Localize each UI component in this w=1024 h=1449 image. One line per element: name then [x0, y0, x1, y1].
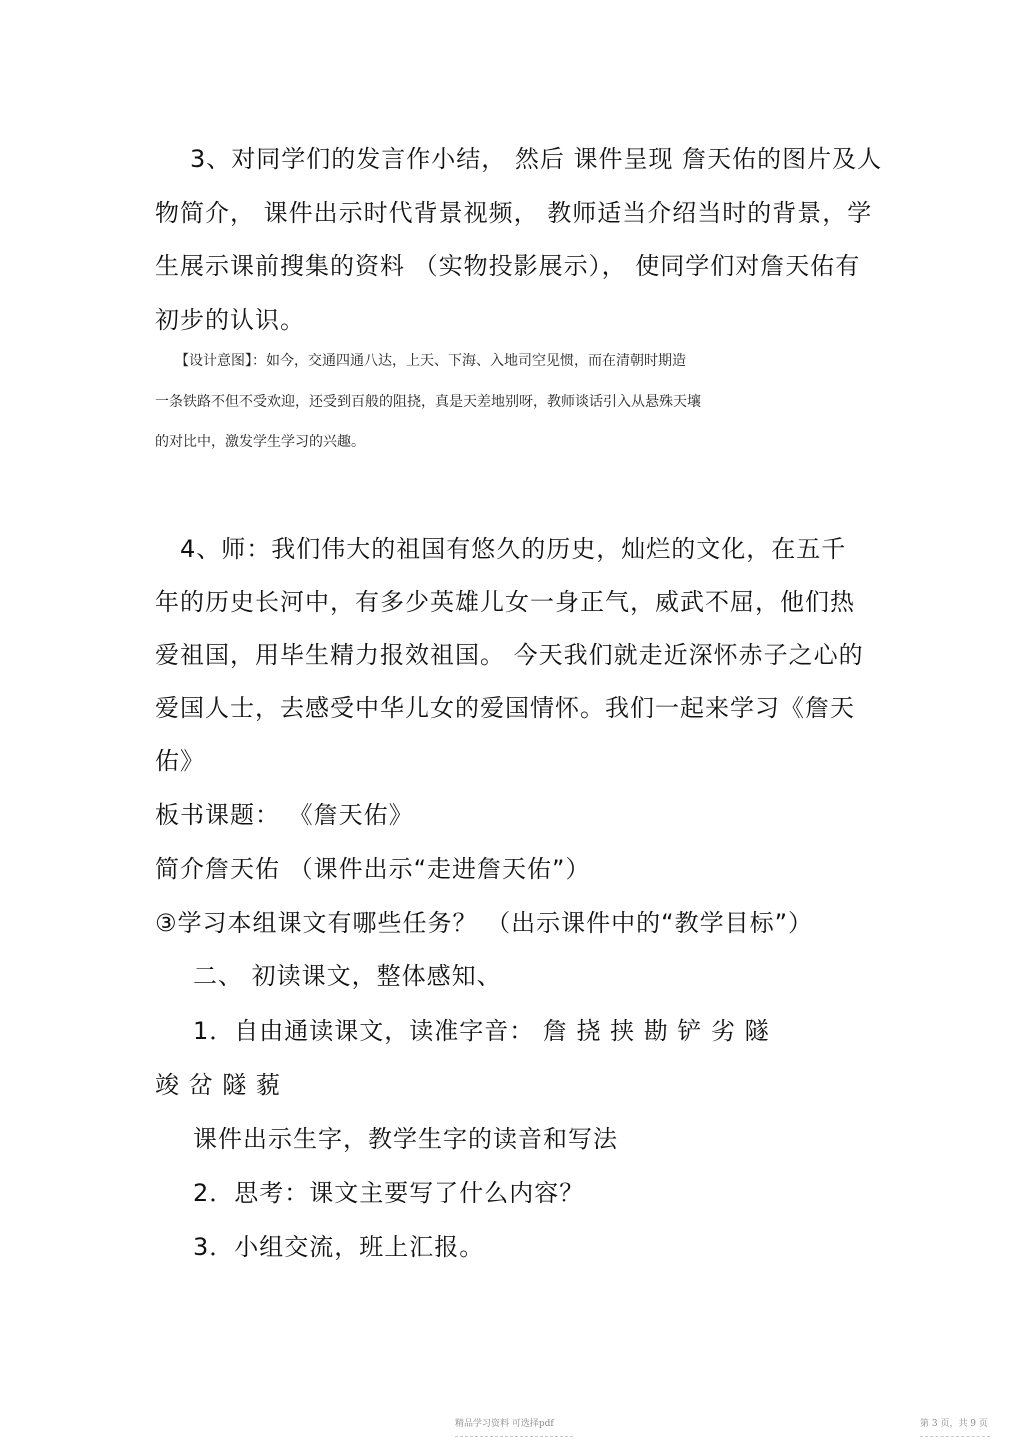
- section-2-note: 课件出示生字，教学生字的读音和写法: [193, 1125, 618, 1153]
- tasks-line: ③学习本组课文有哪些任务？ （出示课件中的“教学目标”）: [155, 909, 814, 937]
- design-intent-line-1: 【设计意图】：如今，交通四通八达，上天、下海、入地司空见惯，而在清朝时期造: [175, 353, 686, 369]
- design-intent-line-2: 一条铁路不但不受欢迎，还受到百般的阻挠，真是天差地别呀，教师谈话引入从悬殊天壤: [155, 394, 701, 410]
- paragraph-3-line-1: 3、对同学们的发言作小结， 然后 课件呈现 詹天佑的图片及人: [190, 145, 883, 173]
- paragraph-3-line-3: 生展示课前搜集的资料 （实物投影展示）， 使同学们对詹天佑有: [155, 252, 861, 280]
- paragraph-4-line-2: 年的历史长河中，有多少英雄儿女一身正气，威武不屈，他们热: [155, 588, 855, 616]
- section-2-item-2: 2．思考：课文主要写了什么内容？: [193, 1179, 585, 1207]
- paragraph-3-line-4: 初步的认识。: [155, 306, 305, 334]
- paragraph-4-line-3: 爱祖国，用毕生精力报效祖国。 今天我们就走近深怀赤子之心的: [155, 641, 864, 669]
- paragraph-4-line-5: 佑》: [155, 747, 205, 775]
- paragraph-4-line-4: 爱国人士，去感受中华儿女的爱国情怀。我们一起来学习《詹天: [155, 694, 855, 722]
- section-2-item-1-line-1: 1．自由通读课文，读准字音： 詹 挠 挟 勘 铲 劣 隧: [193, 1017, 770, 1045]
- footer-left-label: 精品学习资料 可选择pdf: [455, 1419, 554, 1429]
- board-title-line: 板书课题： 《詹天佑》: [155, 801, 414, 829]
- section-2-item-1-line-2: 竣 岔 隧 藐: [155, 1071, 281, 1099]
- footer-page-number: 第 3 页，共 9 页: [920, 1419, 988, 1429]
- intro-line: 简介詹天佑 （课件出示“走进詹天佑”）: [155, 855, 591, 883]
- footer-right-divider: [920, 1436, 990, 1437]
- section-2-item-3: 3．小组交流，班上汇报。: [193, 1233, 485, 1261]
- paragraph-4-line-1: 4、师：我们伟大的祖国有悠久的历史，灿烂的文化，在五千: [180, 535, 847, 563]
- paragraph-3-line-2: 物简介， 课件出示时代背景视频， 教师适当介绍当时的背景，学: [155, 199, 873, 227]
- section-2-heading: 二、 初读课文，整体感知、: [193, 962, 502, 990]
- design-intent-line-3: 的对比中，激发学生学习的兴趣。: [155, 434, 365, 450]
- footer-left-divider: [455, 1436, 573, 1437]
